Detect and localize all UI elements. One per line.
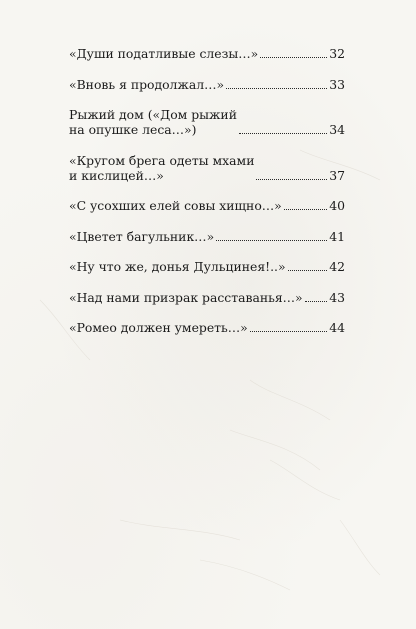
dot-leader xyxy=(239,132,327,134)
toc-page-number: 40 xyxy=(329,198,345,213)
toc-entry-title xyxy=(69,46,258,61)
toc-page-number: 37 xyxy=(329,167,345,183)
toc-entry[interactable] xyxy=(69,107,345,137)
toc-entry-title-line: «Кругом брега одеты мхами xyxy=(69,152,255,168)
toc-entry[interactable] xyxy=(69,229,345,244)
dot-leader xyxy=(305,300,328,302)
toc-page-number: 42 xyxy=(329,259,345,274)
toc-entry-title xyxy=(69,259,286,274)
toc-entry-title-line: и кислицей…» xyxy=(69,167,164,183)
toc-entry-title-line: «Цветет багульник…» xyxy=(69,228,215,244)
toc-entry[interactable] xyxy=(69,46,345,61)
toc-entry-title-line: «Над нами призрак расставанья…» xyxy=(69,289,303,305)
dot-leader xyxy=(216,239,327,241)
toc-entry-title-line: «Души податливые слезы…» xyxy=(69,46,259,61)
toc-page-number: 34 xyxy=(329,122,345,137)
toc-entry[interactable] xyxy=(69,320,345,335)
table-of-contents xyxy=(69,46,345,351)
toc-entry-title xyxy=(69,229,214,244)
dot-leader xyxy=(260,56,327,58)
toc-entry[interactable] xyxy=(69,153,345,183)
toc-entry-title xyxy=(69,198,282,213)
toc-entry-title-line: «Ромео должен умереть…» xyxy=(69,320,248,335)
toc-entry-title xyxy=(69,290,303,305)
toc-page-number: 43 xyxy=(329,289,345,305)
toc-page-number: 41 xyxy=(329,228,345,244)
dot-leader xyxy=(284,208,327,210)
toc-entry-title-line: «С усохших елей совы хищно…» xyxy=(69,198,282,213)
toc-entry-title-line: на опушке леса…») xyxy=(69,122,197,137)
dot-leader xyxy=(256,178,327,180)
toc-entry[interactable] xyxy=(69,290,345,305)
dot-leader xyxy=(226,87,327,89)
toc-entry-title xyxy=(69,153,254,183)
toc-page-number: 32 xyxy=(329,46,345,61)
toc-entry[interactable] xyxy=(69,198,345,213)
toc-entry[interactable] xyxy=(69,77,345,92)
toc-entry-title-line: «Вновь я продолжал…» xyxy=(69,76,225,92)
toc-entry-title xyxy=(69,320,248,335)
toc-page-number: 44 xyxy=(329,320,345,335)
toc-entry-title-line: Рыжий дом («Дом рыжий xyxy=(69,107,237,122)
toc-entry-title-line: «Ну что же, донья Дульцинея!..» xyxy=(69,259,286,274)
toc-entry[interactable] xyxy=(69,259,345,274)
toc-entry-title xyxy=(69,77,224,92)
toc-page-number: 33 xyxy=(329,76,345,92)
dot-leader xyxy=(288,269,328,271)
dot-leader xyxy=(250,330,327,332)
toc-entry-title xyxy=(69,107,237,137)
